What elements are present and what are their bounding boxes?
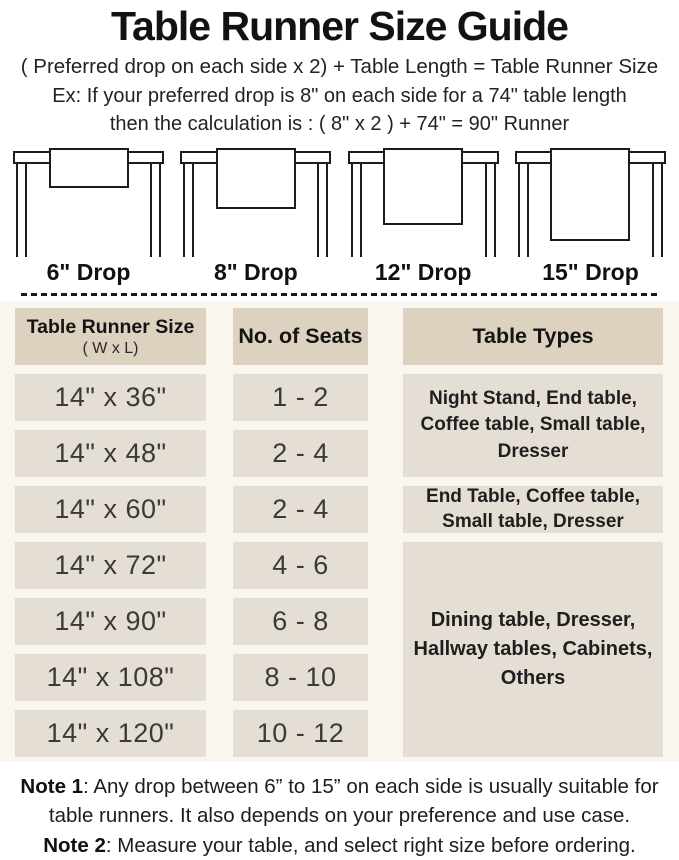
example-line-1: Ex: If your preferred drop is 8" on each side for a 74" table length	[52, 85, 627, 107]
header-seats-label: No. of Seats	[238, 324, 363, 348]
seats-cell: 4 - 6	[233, 542, 368, 589]
drop-illustrations	[0, 147, 679, 257]
column-table-types	[403, 308, 663, 757]
header-table-types-label: Table Types	[472, 324, 594, 348]
note-1-label: Note 1	[20, 775, 84, 798]
runner-15-drop	[550, 148, 630, 241]
table-leg	[485, 163, 496, 257]
table-types-group-medium: End Table, Coffee table, Small table, Dresser	[403, 486, 663, 533]
notes-section	[0, 762, 679, 860]
drop-label-8: 8" Drop	[213, 259, 298, 285]
size-cell: 14" x 90"	[15, 598, 206, 645]
formula-line: ( Preferred drop on each side x 2) + Table Length = Table Runner Size	[20, 55, 659, 78]
table-leg	[518, 163, 529, 257]
note-1-text: : Any drop between 6” to 15” on each side is usually suitable for table runners. It also depends on your preference and use case.	[48, 775, 659, 828]
table-illustration-6-drop	[13, 147, 164, 257]
table-leg	[150, 163, 161, 257]
note-2-text: : Measure your table, and select right size before ordering.	[105, 834, 636, 858]
note-2	[6, 831, 673, 860]
column-runner-size	[15, 308, 206, 757]
note-2-label: Note 2	[43, 834, 106, 858]
drop-label-15: 15" Drop	[542, 259, 639, 285]
runner-12-drop	[383, 148, 463, 225]
table-types-group-large: Dining table, Dresser, Hallway tables, Cabinets, Others	[403, 542, 663, 757]
table-illustration-8-drop	[180, 147, 331, 257]
size-cell: 14" x 36"	[15, 374, 206, 421]
size-cell: 14" x 60"	[15, 486, 206, 533]
seats-cell: 8 - 10	[233, 654, 368, 701]
size-cell: 14" x 108"	[15, 654, 206, 701]
runner-8-drop	[216, 148, 296, 209]
drop-label-6: 6" Drop	[46, 259, 131, 285]
size-cell: 14" x 48"	[15, 430, 206, 477]
header-seats	[233, 308, 368, 365]
table-leg	[317, 163, 328, 257]
table-leg	[652, 163, 663, 257]
seats-cell: 2 - 4	[233, 430, 368, 477]
table-illustration-15-drop	[515, 147, 666, 257]
seats-cell: 10 - 12	[233, 710, 368, 757]
seats-cell: 1 - 2	[233, 374, 368, 421]
size-guide-table	[0, 301, 679, 762]
header-table-types	[403, 308, 663, 365]
seats-cell: 6 - 8	[233, 598, 368, 645]
header-runner-size-title: Table Runner Size	[26, 315, 195, 338]
drop-labels-row	[0, 259, 679, 286]
size-cell: 14" x 120"	[15, 710, 206, 757]
column-seats	[233, 308, 368, 757]
table-leg	[16, 163, 27, 257]
header-runner-size	[15, 308, 206, 365]
size-cell: 14" x 72"	[15, 542, 206, 589]
note-1	[6, 772, 673, 830]
seats-cell: 2 - 4	[233, 486, 368, 533]
page-title: Table Runner Size Guide	[111, 3, 568, 49]
header-runner-size-subtitle: ( W x L)	[82, 339, 139, 357]
table-illustration-12-drop	[348, 147, 499, 257]
dashed-divider	[21, 293, 658, 296]
table-types-group-small: Night Stand, End table, Coffee table, Small table, Dresser	[403, 374, 663, 477]
drop-label-12: 12" Drop	[374, 259, 472, 285]
table-leg	[183, 163, 194, 257]
example-line-2: then the calculation is : ( 8" x 2 ) + 74" = 90" Runner	[109, 113, 570, 135]
table-leg	[351, 163, 362, 257]
runner-6-drop	[49, 148, 129, 188]
